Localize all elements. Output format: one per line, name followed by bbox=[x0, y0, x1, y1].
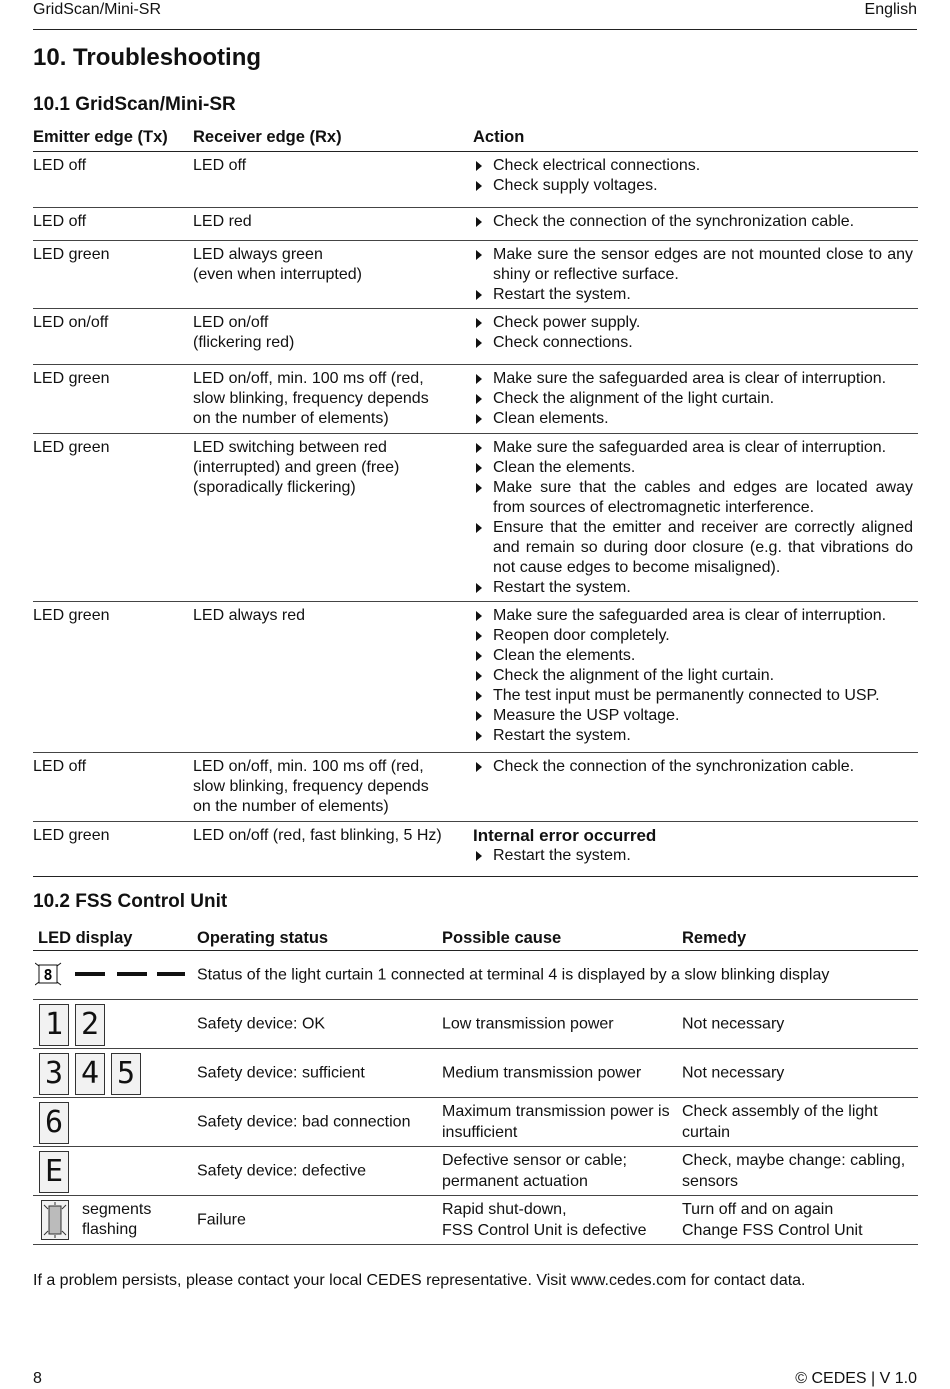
table-row bbox=[33, 1049, 918, 1098]
table-row bbox=[33, 365, 918, 434]
language-label: English bbox=[864, 1, 917, 18]
bullet-arrow-icon bbox=[476, 523, 482, 533]
remedy: Not necessary bbox=[682, 1064, 785, 1082]
seven-segment-digit-icon: E bbox=[39, 1151, 69, 1193]
rx-cell: LED always green (even when interrupted) bbox=[193, 246, 362, 283]
bullet-arrow-icon bbox=[476, 217, 482, 227]
action-item: Restart the system. bbox=[473, 726, 913, 746]
possible-cause: Medium transmission power bbox=[442, 1064, 642, 1082]
action-item: Restart the system. bbox=[473, 285, 913, 305]
action-item: Make sure the sensor edges are not mounted close to any shiny or reflective surface. bbox=[473, 245, 913, 285]
bullet-arrow-icon bbox=[476, 463, 482, 473]
tx-cell: LED green bbox=[33, 607, 110, 624]
action-cell bbox=[473, 606, 913, 746]
bullet-arrow-icon bbox=[476, 374, 482, 384]
seven-segment-digit-icon: 3 bbox=[39, 1053, 69, 1095]
page-header bbox=[33, 0, 917, 30]
operating-status: Safety device: sufficient bbox=[197, 1064, 365, 1082]
action-cell bbox=[473, 369, 913, 429]
blinking-display-icon bbox=[35, 961, 185, 987]
action-cell bbox=[473, 313, 913, 353]
col-header-cause: Possible cause bbox=[442, 929, 562, 947]
bullet-arrow-icon bbox=[476, 851, 482, 861]
action-item: Clean the elements. bbox=[473, 458, 913, 478]
footnote: If a problem persists, please contact your local CEDES representative. Visit www.cedes.com for contact data. bbox=[33, 1272, 806, 1289]
tx-cell: LED off bbox=[33, 758, 87, 775]
action-item: Clean elements. bbox=[473, 409, 913, 429]
tx-cell: LED off bbox=[33, 157, 87, 174]
action-item: The test input must be permanently connected to USP. bbox=[473, 686, 913, 706]
action-item: Restart the system. bbox=[473, 578, 913, 598]
rx-cell: LED on/off (flickering red) bbox=[193, 314, 295, 351]
action-item: Check electrical connections. bbox=[473, 156, 913, 176]
remedy: Not necessary bbox=[682, 1015, 785, 1033]
col-header-action: Action bbox=[473, 128, 525, 146]
remedy: Check, maybe change: cabling, sensors bbox=[682, 1152, 906, 1190]
bullet-arrow-icon bbox=[476, 290, 482, 300]
operating-status: Safety device: OK bbox=[197, 1015, 326, 1033]
page-footer bbox=[33, 1370, 917, 1388]
action-item: Check the alignment of the light curtain. bbox=[473, 666, 913, 686]
tx-cell: LED on/off bbox=[33, 314, 109, 331]
seven-segment-digit-icon: 2 bbox=[75, 1004, 105, 1046]
action-item: Measure the USP voltage. bbox=[473, 706, 913, 726]
bullet-arrow-icon bbox=[476, 181, 482, 191]
action-cell bbox=[473, 245, 913, 305]
segments-flashing-label: segments flashing bbox=[82, 1201, 152, 1238]
status-description: Status of the light curtain 1 connected at terminal 4 is displayed by a slow blinking display bbox=[197, 966, 830, 984]
col-header-led: LED display bbox=[38, 929, 133, 947]
section-title-gridscan: 10.1 GridScan/Mini-SR bbox=[33, 94, 236, 115]
bullet-arrow-icon bbox=[476, 250, 482, 260]
action-item: Check the alignment of the light curtain. bbox=[473, 389, 913, 409]
action-item: Restart the system. bbox=[473, 846, 913, 866]
seven-segment-digit-icon: 4 bbox=[75, 1053, 105, 1095]
table-row bbox=[33, 208, 918, 241]
fss-table-header bbox=[33, 927, 918, 951]
action-heading: Internal error occurred bbox=[473, 826, 657, 845]
bullet-arrow-icon bbox=[476, 394, 482, 404]
rx-cell: LED always red bbox=[193, 607, 306, 624]
svg-text:8: 8 bbox=[43, 966, 53, 984]
action-cell bbox=[473, 826, 913, 866]
bullet-arrow-icon bbox=[476, 671, 482, 681]
rx-cell: LED on/off (red, fast blinking, 5 Hz) bbox=[193, 827, 442, 844]
possible-cause: Maximum transmission power is insufficient bbox=[442, 1103, 670, 1141]
table-row bbox=[33, 1147, 918, 1196]
bullet-arrow-icon bbox=[476, 762, 482, 772]
page-number: 8 bbox=[33, 1370, 42, 1387]
col-header-status: Operating status bbox=[197, 929, 329, 947]
doc-title: GridScan/Mini-SR bbox=[33, 1, 162, 18]
action-cell bbox=[473, 156, 913, 196]
bullet-arrow-icon bbox=[476, 161, 482, 171]
table-row bbox=[33, 1196, 918, 1245]
rx-cell: LED on/off, min. 100 ms off (red, slow blinking, frequency depends on the number of elements) bbox=[193, 370, 429, 427]
tx-cell: LED off bbox=[33, 213, 87, 230]
bullet-arrow-icon bbox=[476, 583, 482, 593]
rx-cell: LED red bbox=[193, 213, 252, 230]
footer-brand: © CEDES | V 1.0 bbox=[795, 1370, 917, 1387]
action-item: Check connections. bbox=[473, 333, 913, 353]
action-item: Make sure the safeguarded area is clear of interruption. bbox=[473, 606, 913, 626]
action-item: Check the connection of the synchronization cable. bbox=[473, 757, 913, 777]
operating-status: Safety device: bad connection bbox=[197, 1113, 411, 1131]
possible-cause: Defective sensor or cable; permanent actuation bbox=[442, 1152, 627, 1190]
bullet-arrow-icon bbox=[476, 611, 482, 621]
bullet-arrow-icon bbox=[476, 414, 482, 424]
table-row bbox=[33, 1098, 918, 1147]
action-cell bbox=[473, 212, 913, 232]
table-row bbox=[33, 602, 918, 753]
bullet-arrow-icon bbox=[476, 731, 482, 741]
possible-cause: Low transmission power bbox=[442, 1015, 614, 1033]
possible-cause: Rapid shut-down, FSS Control Unit is defective bbox=[442, 1201, 647, 1239]
action-item: Make sure the safeguarded area is clear of interruption. bbox=[473, 369, 913, 389]
bullet-arrow-icon bbox=[476, 631, 482, 641]
col-header-rx: Receiver edge (Rx) bbox=[193, 128, 342, 146]
bullet-arrow-icon bbox=[476, 691, 482, 701]
bullet-arrow-icon bbox=[476, 711, 482, 721]
bullet-arrow-icon bbox=[476, 651, 482, 661]
remedy: Turn off and on again Change FSS Control Unit bbox=[682, 1201, 863, 1239]
action-item: Ensure that the emitter and receiver are correctly aligned and remain so during door closure (e.g. that vibrations do not cause edges to become misaligned). bbox=[473, 518, 913, 578]
rx-cell: LED on/off, min. 100 ms off (red, slow blinking, frequency depends on the number of elements) bbox=[193, 758, 429, 815]
action-cell bbox=[473, 438, 913, 598]
action-item: Check supply voltages. bbox=[473, 176, 913, 196]
table-row bbox=[33, 309, 918, 365]
seven-segment-digit-icon: 6 bbox=[39, 1102, 69, 1144]
tx-cell: LED green bbox=[33, 370, 110, 387]
bullet-arrow-icon bbox=[476, 318, 482, 328]
action-item: Make sure that the cables and edges are located away from sources of electromagnetic interference. bbox=[473, 478, 913, 518]
bullet-arrow-icon bbox=[476, 338, 482, 348]
tx-cell: LED green bbox=[33, 827, 110, 844]
table-row bbox=[33, 241, 918, 309]
action-item: Reopen door completely. bbox=[473, 626, 913, 646]
flashing-segments-icon bbox=[41, 1200, 69, 1240]
action-item: Check the connection of the synchronization cable. bbox=[473, 212, 913, 232]
col-header-remedy: Remedy bbox=[682, 929, 747, 947]
table-row bbox=[33, 951, 918, 1000]
rx-cell: LED off bbox=[193, 157, 247, 174]
section-title-fss: 10.2 FSS Control Unit bbox=[33, 891, 228, 912]
action-item: Make sure the safeguarded area is clear of interruption. bbox=[473, 438, 913, 458]
action-item: Check power supply. bbox=[473, 313, 913, 333]
tx-cell: LED green bbox=[33, 246, 110, 263]
remedy: Check assembly of the light curtain bbox=[682, 1103, 878, 1141]
table-header bbox=[33, 125, 918, 152]
rx-cell: LED switching between red (interrupted) and green (free) (sporadically flickering) bbox=[193, 439, 400, 496]
page-title: 10. Troubleshooting bbox=[33, 44, 262, 71]
col-header-tx: Emitter edge (Tx) bbox=[33, 128, 168, 146]
action-item: Clean the elements. bbox=[473, 646, 913, 666]
bullet-arrow-icon bbox=[476, 443, 482, 453]
operating-status: Safety device: defective bbox=[197, 1162, 366, 1180]
table-row bbox=[33, 753, 918, 822]
table-row bbox=[33, 152, 918, 208]
tx-cell: LED green bbox=[33, 439, 110, 456]
troubleshooting-table bbox=[33, 125, 918, 877]
seven-segment-digit-icon: 1 bbox=[39, 1004, 69, 1046]
table-row bbox=[33, 822, 918, 877]
action-cell bbox=[473, 757, 913, 777]
bullet-arrow-icon bbox=[476, 483, 482, 493]
table-row bbox=[33, 434, 918, 602]
table-row bbox=[33, 1000, 918, 1049]
fss-table bbox=[33, 927, 918, 1245]
seven-segment-digit-icon: 5 bbox=[111, 1053, 141, 1095]
operating-status: Failure bbox=[197, 1211, 246, 1229]
